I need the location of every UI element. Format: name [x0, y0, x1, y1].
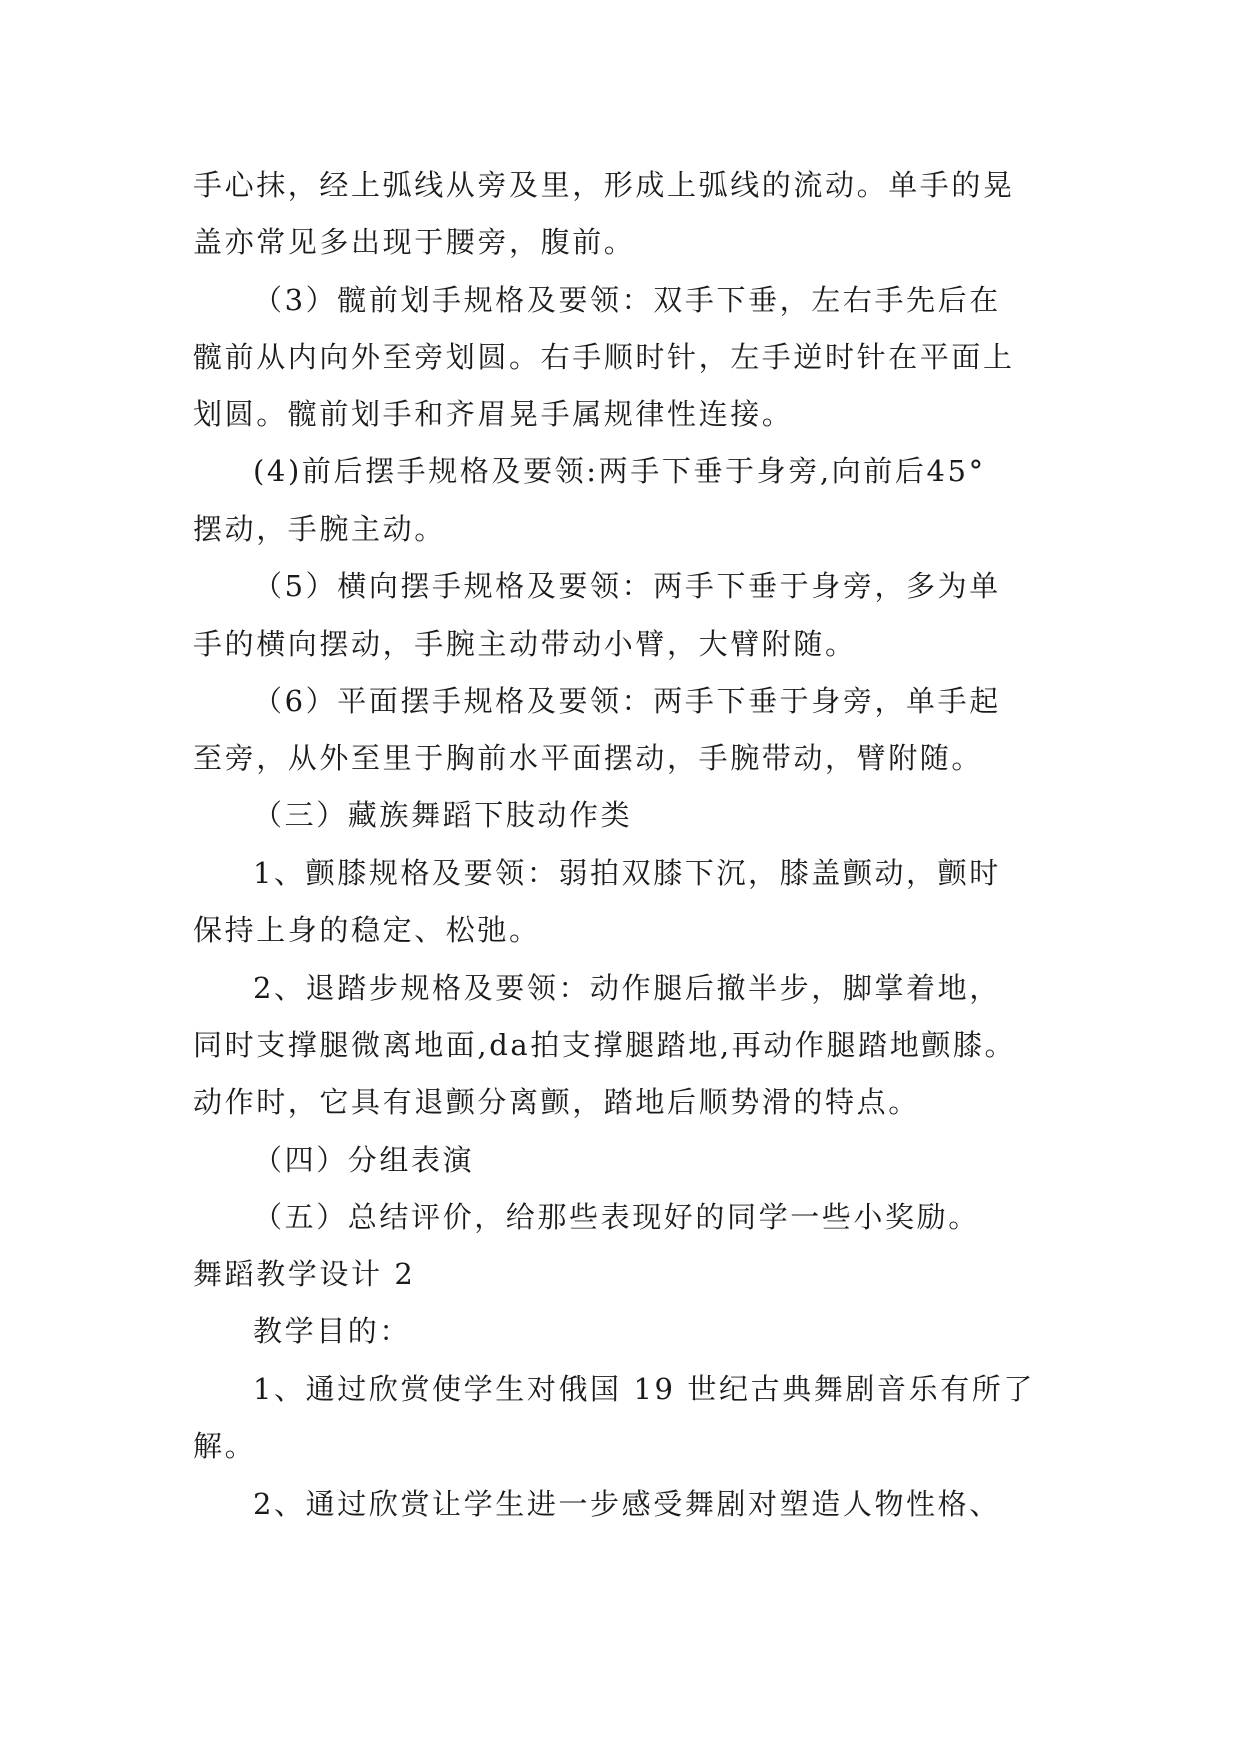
- text-line: 解。: [193, 1429, 257, 1463]
- paragraph-start-line: 2、通过欣赏让学生进一步感受舞剧对塑造人物性格、: [253, 1487, 1001, 1521]
- text-line: 至旁，从外至里于胸前水平面摆动，手腕带动，臂附随。: [193, 741, 984, 775]
- section-heading: （四）分组表演: [253, 1143, 475, 1177]
- text-line: 手心抹，经上弧线从旁及里，形成上弧线的流动。单手的晃: [193, 168, 1015, 202]
- text-line: 保持上身的稳定、松弛。: [193, 913, 541, 947]
- paragraph-start-line: (4)前后摆手规格及要领:两手下垂于身旁,向前后45°: [253, 454, 986, 488]
- paragraph-start-line: （6）平面摆手规格及要领：两手下垂于身旁，单手起: [253, 684, 1001, 718]
- section-heading: （五）总结评价，给那些表现好的同学一些小奖励。: [253, 1200, 980, 1234]
- text-line: 髋前从内向外至旁划圆。右手顺时针，左手逆时针在平面上: [193, 340, 1015, 374]
- text-line: 划圆。髋前划手和齐眉晃手属规律性连接。: [193, 397, 794, 431]
- text-line: 盖亦常见多出现于腰旁，腹前。: [193, 225, 636, 259]
- paragraph-start-line: （5）横向摆手规格及要领：两手下垂于身旁，多为单: [253, 569, 1001, 603]
- paragraph-start-line: 1、通过欣赏使学生对俄国 19 世纪古典舞剧音乐有所了: [253, 1372, 1035, 1406]
- section-heading: （三）藏族舞蹈下肢动作类: [253, 798, 633, 832]
- text-line: 同时支撑腿微离地面,da拍支撑腿踏地,再动作腿踏地颤膝。: [193, 1028, 1017, 1062]
- paragraph-start-line: （3）髋前划手规格及要领：双手下垂，左右手先后在: [253, 283, 1001, 317]
- text-line: 手的横向摆动，手腕主动带动小臂，大臂附随。: [193, 627, 857, 661]
- paragraph-start-line: 1、颤膝规格及要领：弱拍双膝下沉，膝盖颤动，颤时: [253, 856, 1001, 890]
- section-heading: 教学目的：: [253, 1314, 412, 1348]
- paragraph-start-line: 2、退踏步规格及要领：动作腿后撤半步，脚掌着地，: [253, 971, 1001, 1005]
- document-title: 舞蹈教学设计 2: [193, 1257, 416, 1291]
- text-line: 动作时，它具有退颤分离颤，踏地后顺势滑的特点。: [193, 1085, 920, 1119]
- text-line: 摆动，手腕主动。: [193, 512, 446, 546]
